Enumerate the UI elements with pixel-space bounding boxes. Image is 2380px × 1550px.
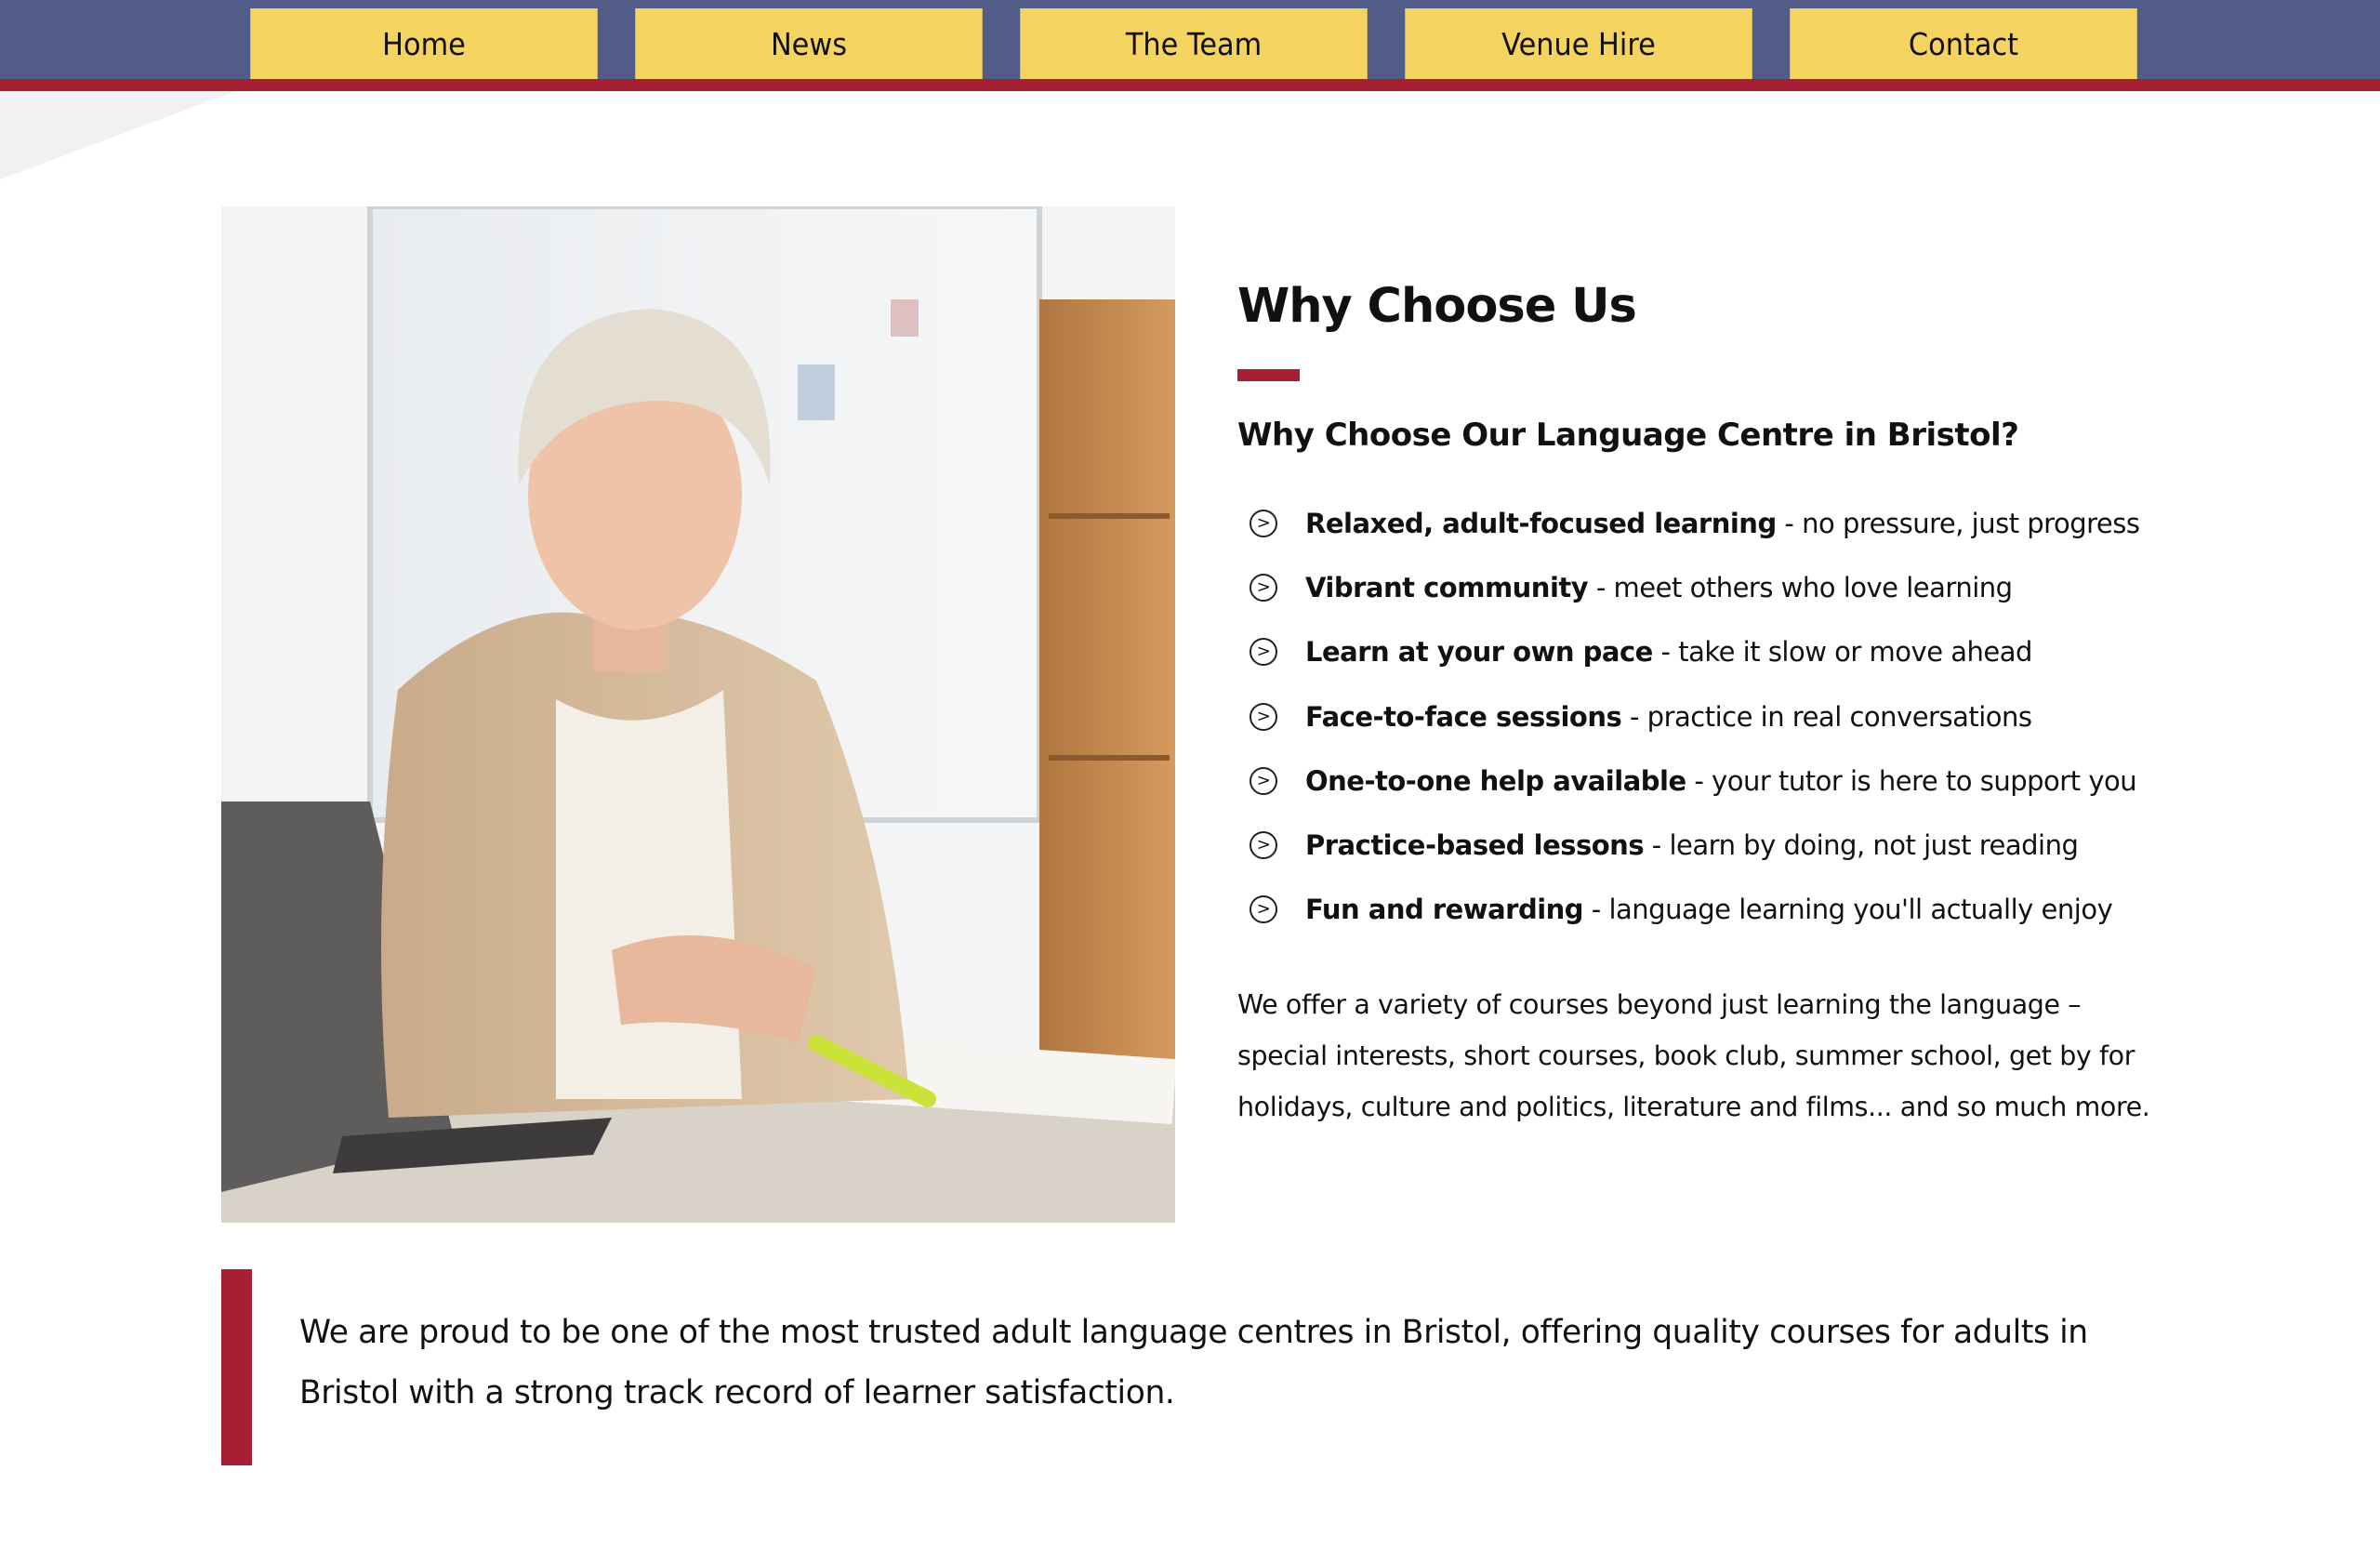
blockquote <box>221 1269 2174 1465</box>
benefit-description: - no pressure, just progress <box>1776 507 2140 539</box>
list-item <box>1237 813 2167 877</box>
benefit-title: Fun and rewarding <box>1305 894 1584 926</box>
section-title: Why Choose Us <box>1237 279 1636 334</box>
benefit-description: - language learning you'll actually enjoy <box>1583 894 2113 926</box>
quote-text: We are proud to be one of the most trusted adult language centres in Bristol, offering quality courses for adults in Bristol with a strong track record of learner satisfaction. <box>299 1314 2088 1411</box>
nav-the-team[interactable]: The Team <box>1020 8 1368 79</box>
list-item <box>1237 620 2167 684</box>
why-choose-us-section <box>1237 279 2167 1133</box>
benefits-list <box>1237 491 2167 942</box>
nav-contact[interactable]: Contact <box>1790 8 2137 79</box>
benefit-title: One-to-one help available <box>1305 764 1686 797</box>
benefit-description: - practice in real conversations <box>1621 700 2032 733</box>
teacher-photo <box>221 206 1175 1223</box>
main-nav <box>235 8 2152 79</box>
benefit-description: - meet others who love learning <box>1588 571 2013 603</box>
chevron-circle-icon: > <box>1250 895 1277 923</box>
chevron-circle-icon: > <box>1250 703 1277 731</box>
benefit-description: - your tutor is here to support you <box>1686 764 2137 797</box>
courses-paragraph: We offer a variety of courses beyond just learning the language – special interests, short courses, book club, summer school, get by for holidays, culture and politics, literature and films... and so much more. <box>1237 989 2150 1123</box>
list-item <box>1237 491 2167 555</box>
list-item <box>1237 684 2167 749</box>
benefit-title: Relaxed, adult-focused learning <box>1305 507 1777 539</box>
chevron-circle-icon: > <box>1250 510 1277 537</box>
nav-venue-hire[interactable]: Venue Hire <box>1405 8 1752 79</box>
benefit-description: - take it slow or move ahead <box>1652 636 2032 669</box>
list-item <box>1237 749 2167 813</box>
decorative-triangle <box>0 91 235 179</box>
title-underline <box>1237 369 1300 381</box>
quote-accent-bar <box>221 1269 252 1465</box>
benefit-title: Vibrant community <box>1305 571 1589 603</box>
list-item <box>1237 555 2167 619</box>
list-item <box>1237 878 2167 942</box>
benefit-description: - learn by doing, not just reading <box>1644 829 2079 862</box>
nav-news[interactable]: News <box>635 8 983 79</box>
section-subtitle: Why Choose Our Language Centre in Bristol? <box>1237 417 2019 454</box>
chevron-circle-icon: > <box>1250 638 1277 666</box>
benefit-title: Practice-based lessons <box>1305 829 1645 862</box>
chevron-circle-icon: > <box>1250 831 1277 859</box>
chevron-circle-icon: > <box>1250 574 1277 602</box>
benefit-title: Face-to-face sessions <box>1305 700 1622 733</box>
nav-home[interactable]: Home <box>250 8 598 79</box>
chevron-circle-icon: > <box>1250 767 1277 795</box>
benefit-title: Learn at your own pace <box>1305 636 1653 669</box>
accent-stripe <box>0 79 2380 91</box>
